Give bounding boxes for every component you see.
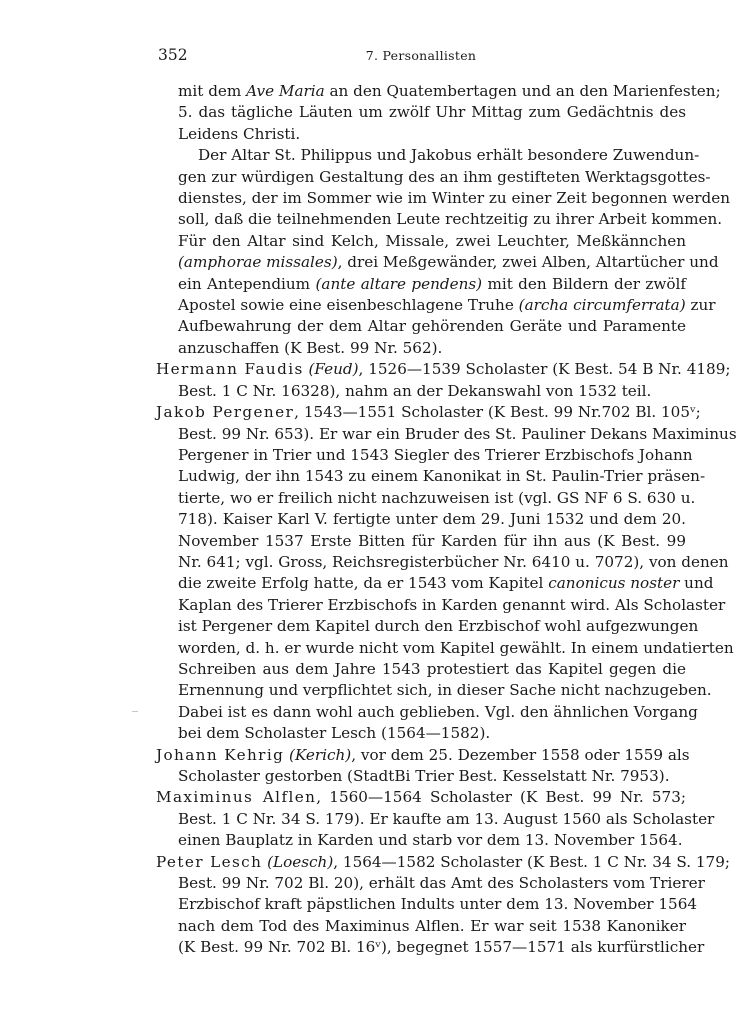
- text-line: [156, 552, 729, 573]
- text-segment: mit den Bildern der zwölf: [482, 274, 686, 293]
- text-segment: Für den Altar sind Kelch, Missale, zwei Leuchter, Meßkännchen: [178, 231, 686, 250]
- text-line: [156, 659, 686, 680]
- text-segment: zur: [685, 296, 716, 315]
- text-segment: und: [679, 574, 714, 593]
- entry-heading-line: [156, 359, 731, 380]
- text-segment: Best. 99 Nr. 653). Er war ein Bruder des St. Pauliner Dekans Maximinus: [178, 424, 737, 443]
- text-segment: ist Pergener dem Kapitel durch den Erzbischof wohl aufgezwungen: [178, 617, 699, 636]
- text-segment: 5. das tägliche Läuten um zwölf Uhr Mittag zum Gedächtnis des: [178, 103, 686, 122]
- italic-text: (Loesch): [267, 852, 334, 871]
- entry-heading-line: [156, 745, 690, 766]
- text-line: [156, 573, 714, 594]
- text-line: [156, 124, 686, 145]
- person-name: Peter Lesch: [156, 852, 263, 871]
- text-segment: dienstes, der im Sommer wie im Winter zu einer Zeit begonnen werden: [178, 189, 731, 208]
- text-segment: Apostel sowie eine eisenbeschlagene Truhe: [178, 296, 519, 315]
- text-line: [156, 766, 686, 787]
- text-line: [156, 81, 721, 102]
- text-segment: , vor dem 25. Dezember 1558 oder 1559 als: [351, 745, 690, 764]
- text-segment: Der Altar St. Philippus und Jakobus erhält besondere Zuwendun-: [198, 146, 700, 165]
- text-segment: Best. 99 Nr. 702 Bl. 20), erhält das Amt des Scholasters vom Trierer: [178, 874, 705, 893]
- page-number: 352: [158, 46, 188, 64]
- italic-text: (amphorae missales): [178, 253, 338, 272]
- margin-mark: [132, 711, 138, 712]
- text-line: [156, 338, 686, 359]
- text-line: [156, 102, 686, 123]
- text-line: [156, 937, 705, 958]
- running-head: 7. Personallisten: [365, 48, 477, 63]
- text-line: [156, 466, 706, 487]
- text-segment: Kaplan des Trierer Erzbischofs in Karden genannt wird. Als Scholaster: [178, 595, 726, 614]
- text-segment: tierte, wo er freilich nicht nachzuweisen ist (vgl. GS NF 6 S. 630 u.: [178, 488, 696, 507]
- text-segment: worden, d. h. er wurde nicht vom Kapitel gewählt. In einem undatierten: [178, 638, 734, 657]
- text-line: [156, 445, 693, 466]
- text-segment: Pergener in Trier und 1543 Siegler des Trierer Erzbischofs Johann: [178, 445, 693, 464]
- text-segment: , 1564—1582 Scholaster (K Best. 1 C Nr. 34 S. 179;: [333, 852, 730, 871]
- text-line: [156, 616, 699, 637]
- text-segment: Best. 1 C Nr. 34 S. 179). Er kaufte am 13. August 1560 als Scholaster: [178, 809, 715, 828]
- text-line: [156, 167, 711, 188]
- text-segment: Erzbischof kraft päpstlichen Indults unter dem 13. November 1564: [178, 895, 698, 914]
- text-line: [156, 316, 686, 337]
- entry-heading-line: [156, 402, 701, 423]
- text-line: [156, 531, 686, 552]
- italic-text: (archa circumferrata): [518, 296, 686, 315]
- text-line: [156, 188, 731, 209]
- text-segment: ein Antependium: [178, 274, 316, 293]
- text-segment: Aufbewahrung der dem Altar gehörenden Geräte und Paramente: [178, 317, 686, 336]
- text-line: [156, 145, 700, 166]
- text-segment: die zweite Erfolg hatte, da er 1543 vom Kapitel: [178, 574, 549, 593]
- italic-text: (Kerich): [289, 745, 352, 764]
- text-line: [156, 809, 715, 830]
- text-segment: Best. 1 C Nr. 16328), nahm an der Dekanswahl von 1532 teil.: [178, 381, 652, 400]
- person-name: Maximinus Alflen: [156, 788, 317, 807]
- text-segment: Ernennung und verpflichtet sich, in dieser Sache nicht nachzugeben.: [178, 681, 712, 700]
- text-line: [156, 595, 726, 616]
- text-segment: , drei Meßgewänder, zwei Alben, Altartücher und: [337, 253, 719, 272]
- entry-heading-line: [156, 787, 686, 808]
- text-segment: Nr. 641; vgl. Gross, Reichsregisterbücher Nr. 6410 u. 7072), von denen: [178, 552, 729, 571]
- italic-text: canonicus noster: [548, 574, 680, 593]
- text-line: [156, 723, 686, 744]
- text-line: [156, 295, 716, 316]
- text-segment: soll, daß die teilnehmenden Leute rechtzeitig zu ihrer Arbeit kommen.: [178, 210, 723, 229]
- text-segment: gen zur würdigen Gestaltung des an ihm gestifteten Werktagsgottes-: [178, 167, 711, 186]
- text-line: [156, 488, 696, 509]
- text-segment: November 1537 Erste Bitten für Karden für ihn aus (K Best. 99: [178, 531, 686, 550]
- italic-text: (Feud): [308, 360, 359, 379]
- text-segment: , 1526—1539 Scholaster (K Best. 54 B Nr. 4189;: [358, 360, 731, 379]
- text-segment: nach dem Tod des Maximinus Alflen. Er war seit 1538 Kanoniker: [178, 916, 686, 935]
- entry-heading-line: [156, 852, 730, 873]
- text-segment: bei dem Scholaster Lesch (1564—1582).: [178, 724, 491, 743]
- page-header: [158, 46, 684, 66]
- text-line: [156, 252, 719, 273]
- italic-text: Ave Maria: [246, 82, 325, 100]
- text-line: [156, 916, 686, 937]
- text-segment: einen Bauplatz in Karden und starb vor dem 13. November 1564.: [178, 831, 683, 850]
- text-line: [156, 702, 698, 723]
- text-segment: Dabei ist es dann wohl auch geblieben. Vgl. den ähnlichen Vorgang: [178, 702, 698, 721]
- text-line: [156, 509, 686, 530]
- text-line: [156, 873, 705, 894]
- text-line: [156, 830, 686, 851]
- text-segment: Leidens Christi.: [178, 124, 301, 143]
- person-name: Johann Kehrig: [156, 745, 285, 764]
- text-segment: (K Best. 99 Nr. 702 Bl. 16ᵛ), begegnet 1557—1571 als kurfürstlicher: [178, 938, 705, 957]
- text-segment: Ludwig, der ihn 1543 zu einem Kanonikat in St. Paulin-Trier präsen-: [178, 467, 706, 486]
- text-line: [156, 209, 723, 230]
- text-line: [156, 638, 734, 659]
- text-segment: , 1543—1551 Scholaster (K Best. 99 Nr.702 Bl. 105ᵛ;: [294, 403, 701, 422]
- text-line: [156, 274, 686, 295]
- person-name: Hermann Faudis: [156, 360, 304, 379]
- text-segment: an den Quatembertagen und an den Marienfesten;: [324, 82, 721, 100]
- person-name: Jakob Pergener: [156, 403, 295, 422]
- text-segment: 718). Kaiser Karl V. fertigte unter dem 29. Juni 1532 und dem 20.: [178, 510, 686, 529]
- text-segment: Schreiben aus dem Jahre 1543 protestiert das Kapitel gegen die: [178, 659, 686, 678]
- text-line: [156, 424, 737, 445]
- text-segment: , 1560—1564 Scholaster (K Best. 99 Nr. 573;: [316, 788, 686, 807]
- text-line: [156, 680, 712, 701]
- text-segment: anzuschaffen (K Best. 99 Nr. 562).: [178, 338, 443, 357]
- text-segment: Scholaster gestorben (StadtBi Trier Best. Kesselstatt Nr. 7953).: [178, 767, 670, 785]
- italic-text: (ante altare pendens): [315, 274, 483, 293]
- text-line: [156, 231, 686, 252]
- text-line: [156, 381, 686, 402]
- text-line: [156, 894, 698, 915]
- body-text: [156, 81, 737, 959]
- text-segment: mit dem: [178, 82, 247, 100]
